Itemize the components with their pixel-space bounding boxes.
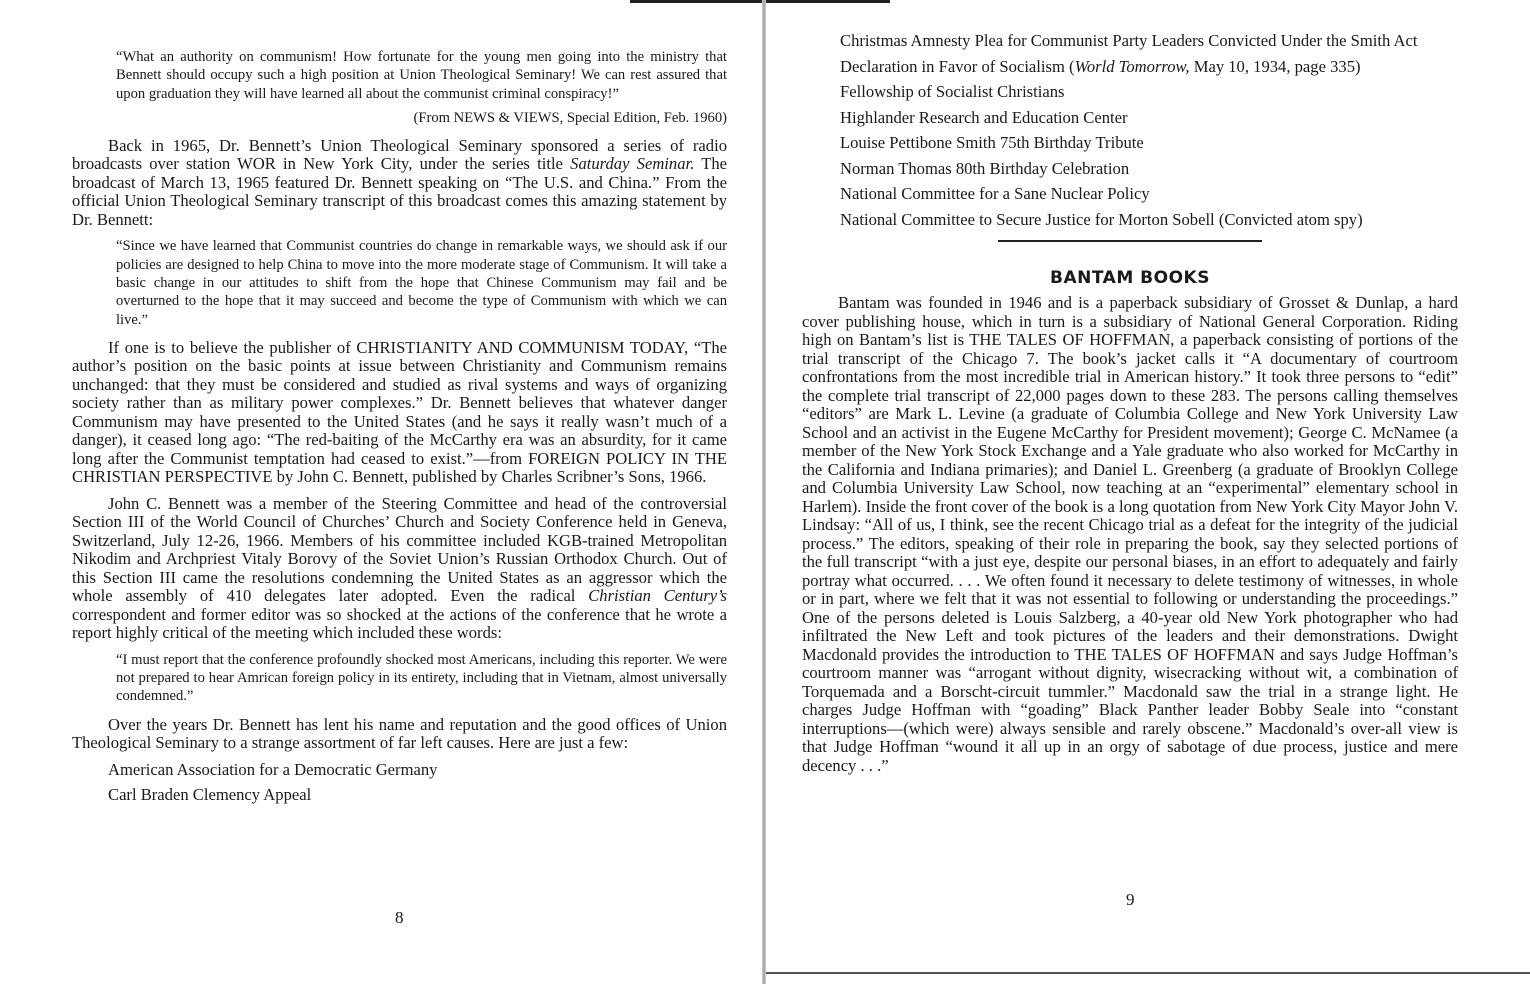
paragraph-publisher: If one is to believe the publisher of CHRISTIANITY AND COMMUNISM TODAY, “The author’s position on the basic points at issue between Christianity and Communism remains unchanged: that they must be considered and studied as rival systems and ways of organizing society rather than as military power complexes.” Dr. Bennett believes that whatever danger Communism may have presented to the United States (and he says it really wasn’t much of a danger), it ceased long ago: “The red-baiting of the McCarthy era was an absurdity, for it came long after the Communist temptation had ceased to exist.”—from FOREIGN POLICY IN THE CHRISTIAN PERSPECTIVE by John C. Bennett, published by Charles Scribner’s Sons, 1966.	[72, 337, 727, 487]
list-item: Louise Pettibone Smith 75th Birthday Tribute	[840, 133, 1144, 152]
list-item: Norman Thomas 80th Birthday Celebration	[840, 158, 1130, 178]
left-page-content	[72, 48, 727, 811]
list-item: Carl Braden Clemency Appeal	[108, 784, 312, 804]
paragraph-broadcast-text-a: Back in 1965, Dr. Bennett’s Union Theological Seminary sponsored a series of radio broadcasts over station WOR in New York City, under the series title	[72, 135, 727, 174]
list-item	[840, 32, 1458, 50]
causes-list-right	[802, 32, 1458, 228]
left-page	[0, 0, 762, 984]
series-title: Saturday Seminar.	[570, 154, 695, 174]
list-item: Highlander Research and Education Center	[840, 107, 1128, 127]
paragraph-bantam: Bantam was founded in 1946 and is a paperback subsidiary of Grosset & Dunlap, a hard cover publishing house, which in turn is a subsidiary of National General Corporation. Riding high on Bantam’s list is THE TALES OF HOFFMAN, a paperback consisting of portions of the trial transcript of the Chicago 7. The book’s jacket calls it “A documentary of courtroom confrontations from the most incredible trial in American history.” It took three persons to “edit” the complete trial transcript of 22,000 pages down to these 283. The persons calling themselves “editors” are Mark L. Levine (a graduate of Columbia College and New York University Law School and an activist in the Eugene McCarthy for President movement); George C. McNamee (a member of the New York Stock Exchange and a Yale graduate who also worked for McCarthy in the California and Indiana primaries); and Daniel L. Greenberg (a graduate of Brooklyn College and Columbia University Law School, now teaching at an “experimental” elementary school in Harlem). Inside the front cover of the book is a long quotation from New York City Mayor John V. Lindsay: “All of us, I think, see the recent Chicago trial as a defeat for the integrity of the judicial process.” The editors, speaking of their role in preparing the book, say they selected portions of the full transcript “with a just eye, despite our personal biases, in an effort to adequately and fairly portray what occurred. . . . We often found it necessary to delete testimony of witnesses, in whole or in part, where we felt that it was not essential to following or understanding the proceedings.” One of the persons deleted is Louis Salzberg, a 40-year old New York photographer who had infiltrated the New Left and took pictures of the leaders and their demonstrations. Dwight Macdonald provides the introduction to THE TALES OF HOFFMAN and says Judge Hoffman’s courtroom manner was “arrogant without dignity, wisecracking without wit, a combination of Torquemada and a Borscht-circuit tummler.” Macdonald saw the trial in a strange light. He charges Judge Hoffman with “goading” Black Panther leader Bobby Seale into “constant interruptions—(which were) always sensible and rarely obscene.” Macdonald’s over-all view is that Judge Hoffman “wound it all up in an orgy of sabotage of due process, justice and mere decency . . .”	[802, 293, 1458, 775]
cause-declaration-text-b: May 10, 1934, page 335)	[1189, 56, 1361, 76]
page-number-right: 9	[1126, 890, 1135, 909]
publication-title: World Tomorrow,	[1074, 56, 1190, 76]
cause-declaration-text-a: Declaration in Favor of Socialism (	[840, 56, 1075, 76]
right-page	[766, 0, 1530, 984]
list-item	[840, 58, 1458, 76]
quote-source: (From NEWS & VIEWS, Special Edition, Feb. 1960)	[413, 109, 727, 126]
magazine-title: Christian Century’s	[588, 586, 727, 606]
list-item: National Committee for a Sane Nuclear Policy	[840, 184, 1150, 203]
page-number-left: 8	[395, 908, 404, 927]
paragraph-causes-intro: Over the years Dr. Bennett has lent his name and reputation and the good offices of Union Theological Seminary to a strange assortment of far left causes. Here are just a few:	[72, 714, 727, 753]
paragraph-conference-text-a: John C. Bennett was a member of the Steering Committee and head of the controversial Section III of the World Council of Churches’ Church and Society Conference held in Geneva, Switzerland, July 12-26, 1966. Members of his committee included KGB-trained Metropolitan Nikodim and Archpriest Vitaly Borovy of the Soviet Union’s Russian Orthodox Church. Out of this Section III came the resolutions condemning the United States as an aggressor which the whole assembly of 410 delegates later adopted. Even the radical	[72, 493, 727, 606]
paragraph-conference	[72, 495, 727, 643]
right-page-content	[802, 32, 1458, 783]
paragraph-conference-text-b: correspondent and former editor was so shocked at the actions of the conference that he wrote a report highly critical of the meeting which included these words:	[72, 604, 727, 643]
quote-report: “I must report that the conference profoundly shocked most Americans, including this reporter. We were not prepared to hear Amrican foreign policy in its entirety, including that in Vietnam, almost universally condemned.”	[116, 651, 727, 705]
cause-declaration	[840, 58, 1458, 76]
paragraph-broadcast-text-b: The broadcast of March 13, 1965 featured Dr. Bennett speaking on “The U.S. and China.” From the official Union Theological Seminary transcript of this broadcast comes this amazing statement by Dr. Bennett:	[72, 154, 727, 229]
section-divider	[998, 240, 1262, 242]
list-item: Fellowship of Socialist Christians	[840, 82, 1065, 101]
quote-intro: “What an authority on communism! How fortunate for the young men going into the ministry that Bennett should occupy such a high position at Union Theological Seminary! We can rest assured that upon graduation they will have learned all about the communist criminal conspiracy!”	[116, 49, 727, 102]
quote-china: “Since we have learned that Communist countries do change in remarkable ways, we should ask if our policies are designed to help China to move into the more moderate stage of Communism. It will take a basic change in our attitudes to shift from the hope that Chinese Communism may fail and be overturned to the hope that it may succeed and become the type of Communism with which we can live.”	[116, 238, 727, 328]
list-item: American Association for a Democratic Germany	[108, 759, 438, 779]
section-heading: BANTAM BOOKS	[1050, 268, 1210, 288]
paragraph-broadcast	[72, 137, 727, 230]
list-item: National Committee to Secure Justice for Morton Sobell (Convicted atom spy)	[840, 209, 1363, 229]
causes-list-left	[72, 761, 727, 804]
cause-christmas: Christmas Amnesty Plea for Communist Party Leaders Convicted Under the Smith Act	[840, 31, 1418, 50]
